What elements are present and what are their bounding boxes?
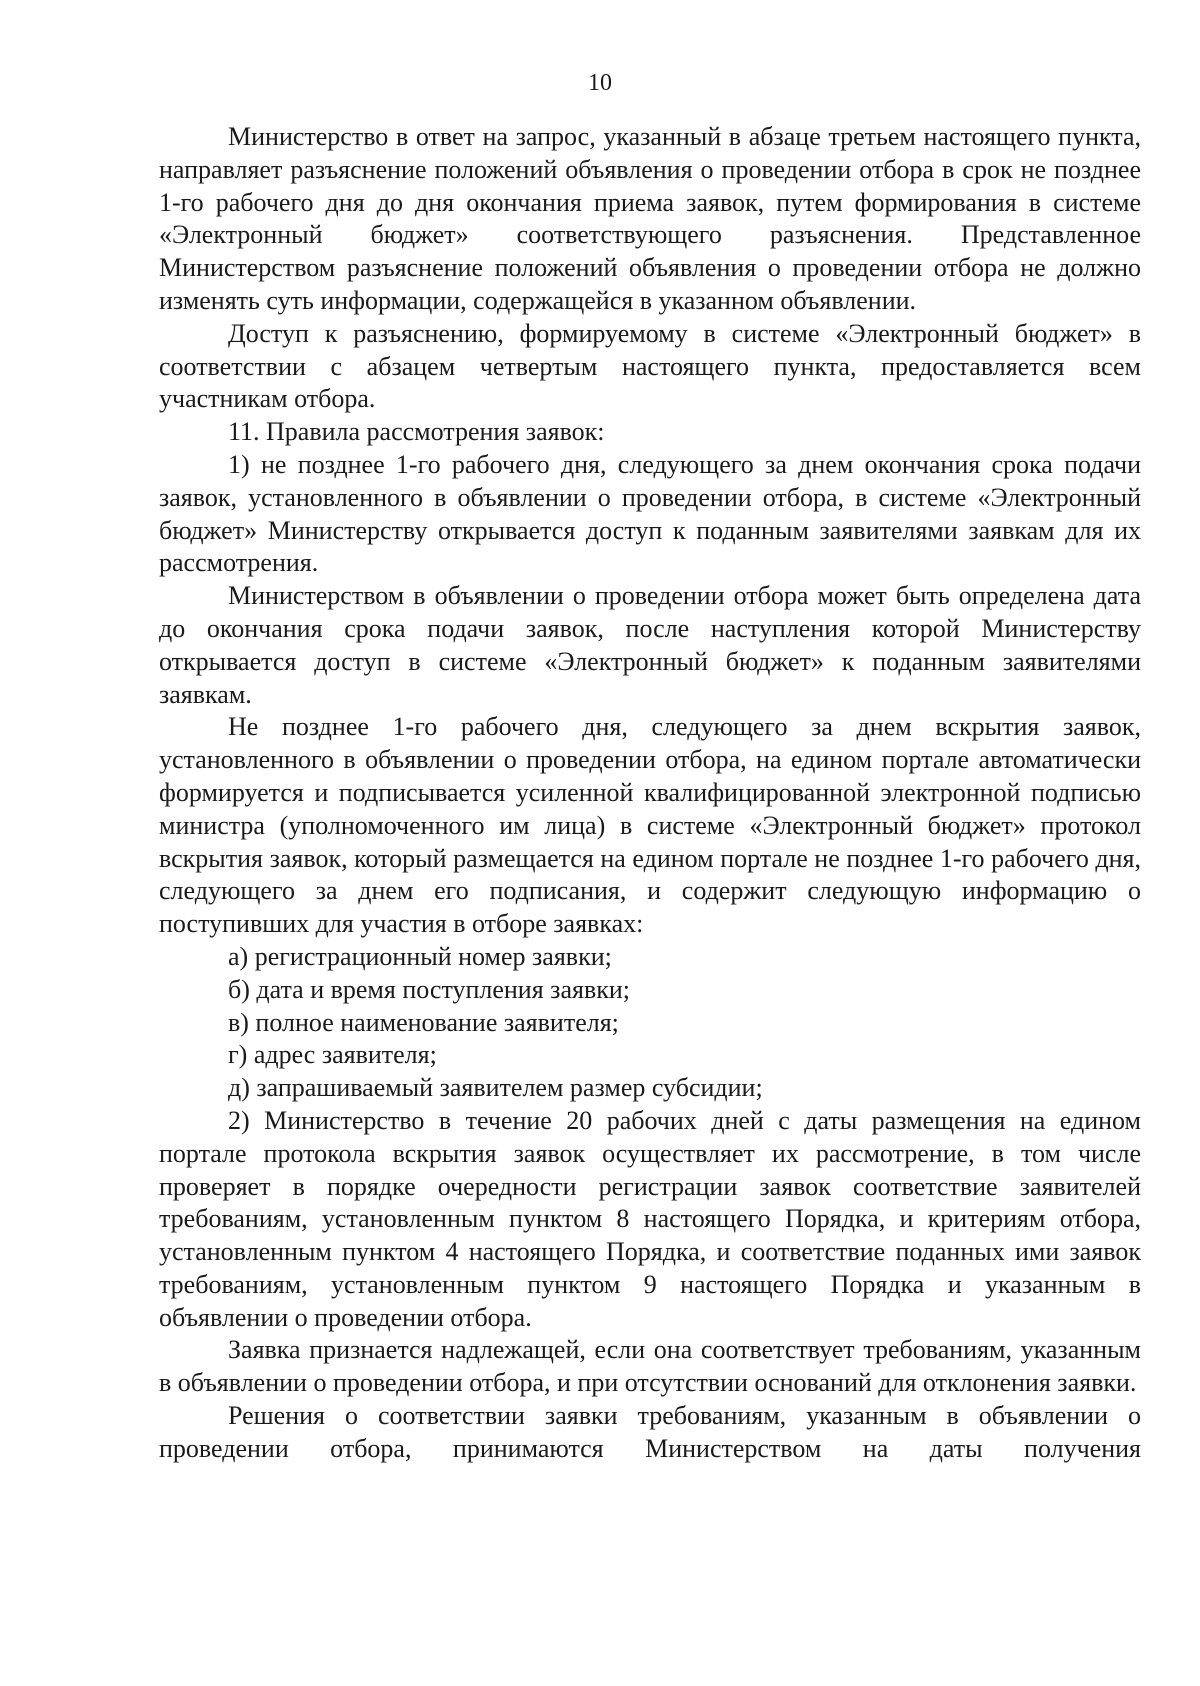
paragraph-rule-1: 1) не позднее 1-го рабочего дня, следующего за днем окончания срока подачи заявок, установленного в объявлении о проведении отбора, в системе «Электронный бюджет» Министерству открывается доступ к поданным заявителями заявкам для их рассмотрения. (159, 449, 1141, 578)
paragraph-rule-2: 2) Министерство в течение 20 рабочих дней с даты размещения на едином портале протокола вскрытия заявок осуществляет их рассмотрение, в том числе проверяет в порядке очередности регистрации заявок соответствие заявителей требованиям, установленным пунктом 8 настоящего Порядка, и критериям отбора, установленным пунктом 4 настоящего Порядка, и соответствие поданных ими заявок требованиям, установленным пунктом 9 настоящего Порядка и указанным в объявлении о проведении отбора. (159, 1105, 1141, 1332)
list-item-g: г) адрес заявителя; (228, 1040, 437, 1070)
paragraph-access-clarification: Доступ к разъяснению, формируемому в системе «Электронный бюджет» в соответствии с абзацем четвертым настоящего пункта, предоставляется всем участникам отбора. (159, 318, 1141, 414)
section-11-heading: 11. Правила рассмотрения заявок: (228, 417, 605, 447)
page-number: 10 (588, 70, 612, 96)
list-item-d: д) запрашиваемый заявителем размер субсидии; (228, 1073, 763, 1103)
list-item-v: в) полное наименование заявителя; (228, 1007, 619, 1037)
paragraph-clarification: Министерство в ответ на запрос, указанный в абзаце третьем настоящего пункта, направляет разъяснение положений объявления о проведении отбора в срок не позднее 1-го рабочего дня до дня окончания приема заявок, путем формирования в системе «Электронный бюджет» соответствующего разъяснения. Представленное Министерством разъяснение положений объявления о проведении отбора не должно изменять суть информации, содержащейся в указанном объявлении. (159, 122, 1141, 315)
list-item-b: б) дата и время поступления заявки; (228, 974, 630, 1004)
paragraph-proper-application: Заявка признается надлежащей, если она соответствует требованиям, указанным в объявлении о проведении отбора, и при отсутствии оснований для отклонения заявки. (159, 1335, 1141, 1398)
paragraph-opening-protocol: Не позднее 1-го рабочего дня, следующего за днем вскрытия заявок, установленного в объявлении о проведении отбора, на едином портале автоматически формируется и подписывается усиленной квалифицированной электронной подписью министра (уполномоченного им лица) в системе «Электронный бюджет» протокол вскрытия заявок, который размещается на едином портале не позднее 1-го рабочего дня, следующего за днем его подписания, и содержит следующую информацию о поступивших для участия в отборе заявках: (159, 712, 1141, 939)
list-item-a: а) регистрационный номер заявки; (228, 941, 612, 971)
paragraph-decisions: Решения о соответствии заявки требованиям, указанным в объявлении о проведении отбора, принимаются Министерством на даты получения (159, 1401, 1141, 1463)
paragraph-access-date: Министерством в объявлении о проведении отбора может быть определена дата до окончания срока подачи заявок, после наступления которой Министерству открывается доступ в системе «Электронный бюджет» к поданным заявителями заявкам. (159, 581, 1141, 709)
document-body (159, 121, 1141, 1466)
